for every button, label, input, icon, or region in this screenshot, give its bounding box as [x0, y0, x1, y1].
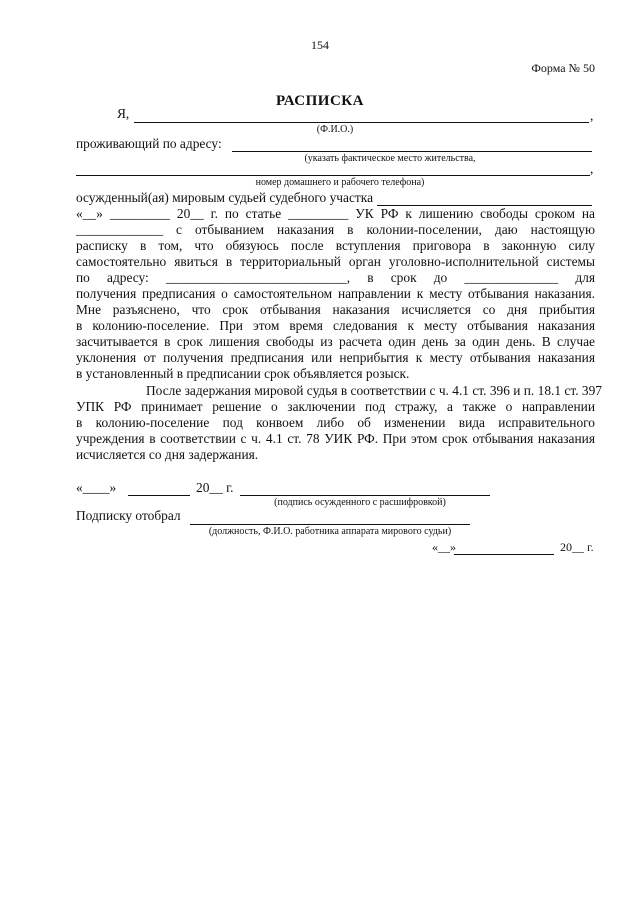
document-title: РАСПИСКА [275, 93, 365, 109]
body-line: самостоятельно явиться в территориальный орган уголовно-исполнительной системы [76, 254, 595, 269]
convicted-label: осужденный(ая) мировым судьей судебного участка [76, 190, 374, 205]
ya-label: Я, [117, 106, 130, 121]
body-line: расписку в том, что обязуюсь после вступления приговора в законную силу [76, 238, 595, 253]
received-line[interactable] [190, 524, 470, 525]
final-date-open: «__» [432, 540, 456, 554]
para2-line: УПК РФ принимает решение о заключении под стражу, а также о направлении [76, 399, 595, 414]
body-line: «__» _________ 20__ г. по статье _________ УК РФ к лишению свободы сроком на [76, 206, 595, 221]
phone-caption: номер домашнего и рабочего телефона) [255, 177, 425, 188]
para2-line: в колонию-поселение под конвоем либо об изменении вида исправительного [76, 415, 595, 430]
body-line: уклонения от получения предписания или неприбытия к месту отбывания наказания [76, 350, 595, 365]
address-label: проживающий по адресу: [76, 136, 222, 151]
body-line: засчитывается в срок лишения свободы из расчета один день за один день. В случае [76, 334, 595, 349]
fio-line-comma: , [590, 108, 594, 123]
final-month-line[interactable] [454, 554, 554, 555]
signature-date-open: «____» [76, 480, 117, 495]
body-line: Мне разъяснено, что срок отбывания наказания исчисляется со дня прибытия [76, 302, 595, 317]
page-number: 154 [311, 38, 329, 52]
form-label: Форма № 50 [531, 61, 595, 75]
fio-line[interactable] [134, 122, 589, 123]
para2-line: После задержания мировой судья в соответствии с ч. 4.1 ст. 396 и п. 18.1 ст. 397 [146, 383, 602, 398]
received-caption: (должность, Ф.И.О. работника аппарата мирового судьи) [208, 526, 452, 537]
signature-date-year: 20__ г. [196, 480, 234, 495]
fio-caption: (Ф.И.О.) [316, 124, 354, 135]
body-line: по адресу: ___________________________, в срок до ______________ для [76, 270, 595, 285]
address-line[interactable] [232, 151, 592, 152]
signature-line[interactable] [240, 495, 490, 496]
phone-line-comma: , [590, 161, 594, 176]
signature-month-line[interactable] [128, 495, 190, 496]
final-date-year: 20__ г. [560, 540, 594, 554]
body-line-last: в установленный в предписании срок объявляется розыск. [76, 366, 410, 381]
phone-line[interactable] [76, 175, 590, 176]
received-label: Подписку отобрал [76, 508, 181, 523]
body-line: _____________ с отбыванием наказания в колонии-поселении, даю настоящую [76, 222, 595, 237]
para2-line-last: исчисляется со дня задержания. [76, 447, 259, 462]
body-line: получения предписания о самостоятельном направлении к месту отбывания наказания. [76, 286, 595, 301]
signature-caption: (подпись осужденного с расшифровкой) [274, 497, 446, 508]
para2-line: учреждения в соответствии с ч. 4.1 ст. 78 УИК РФ. При этом срок отбывания наказания [76, 431, 595, 446]
body-line: в колонию-поселение. При этом время следования к месту отбывания наказания [76, 318, 595, 333]
address-caption: (указать фактическое место жительства, [304, 153, 476, 164]
